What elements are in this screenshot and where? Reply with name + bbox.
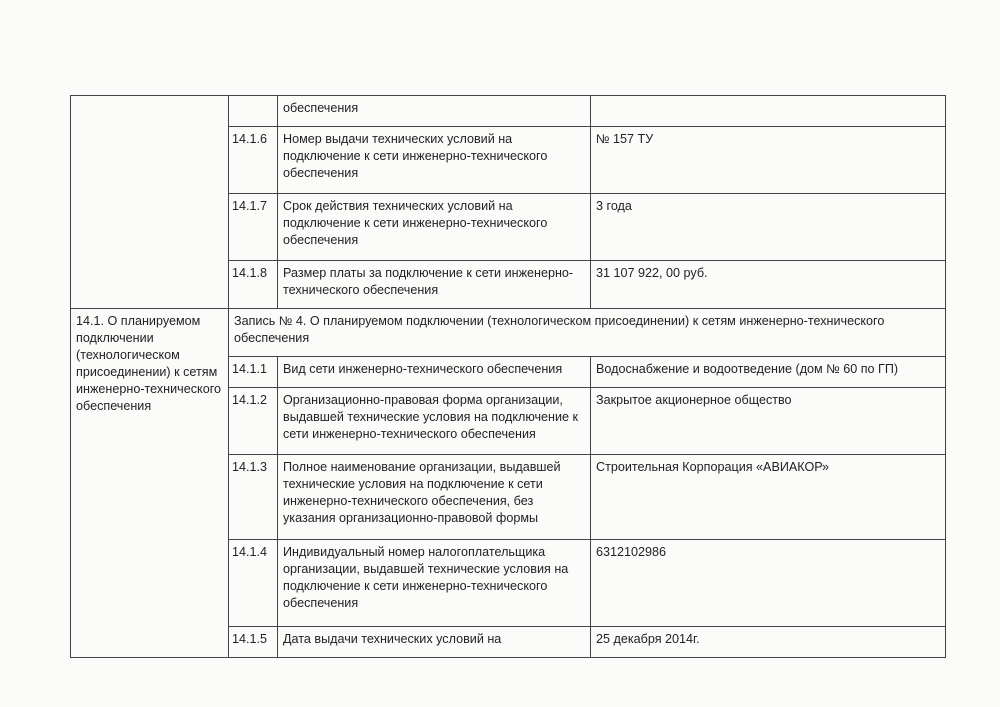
- record-title: Запись № 4. О планируемом подключении (технологическом присоединении) к сетям инженерно-технического обеспечения: [229, 309, 946, 357]
- row-value: № 157 ТУ: [591, 127, 946, 194]
- table-row: [71, 96, 946, 127]
- row-value: [591, 96, 946, 127]
- row-value: 6312102986: [591, 540, 946, 627]
- row-number: 14.1.5: [229, 627, 278, 658]
- record-title-row: [71, 309, 946, 357]
- row-label: Дата выдачи технических условий на: [278, 627, 591, 658]
- row-number: 14.1.4: [229, 540, 278, 627]
- row-value: Водоснабжение и водоотведение (дом № 60 по ГП): [591, 357, 946, 388]
- document-table: [70, 95, 946, 658]
- row-label: Организационно-правовая форма организации, выдавшей технические условия на подключение к сети инженерно-технического обеспечения: [278, 388, 591, 455]
- row-label: обеспечения: [278, 96, 591, 127]
- row-number: 14.1.1: [229, 357, 278, 388]
- section-cell-empty: [71, 96, 229, 309]
- row-number: 14.1.7: [229, 194, 278, 261]
- row-label: Вид сети инженерно-технического обеспечения: [278, 357, 591, 388]
- row-number: 14.1.2: [229, 388, 278, 455]
- row-number: 14.1.6: [229, 127, 278, 194]
- row-label: Срок действия технических условий на подключение к сети инженерно-технического обеспечения: [278, 194, 591, 261]
- row-number: [229, 96, 278, 127]
- section-title: 14.1. О планируемом подключении (технологическом присоединении) к сетям инженерно-технического обеспечения: [71, 309, 229, 658]
- row-number: 14.1.3: [229, 455, 278, 540]
- row-label: Номер выдачи технических условий на подключение к сети инженерно-технического обеспечения: [278, 127, 591, 194]
- row-value: 3 года: [591, 194, 946, 261]
- row-value: 31 107 922, 00 руб.: [591, 261, 946, 309]
- row-value: Строительная Корпорация «АВИАКОР»: [591, 455, 946, 540]
- row-label: Полное наименование организации, выдавшей технические условия на подключение к сети инженерно-технического обеспечения, без указания организационно-правовой формы: [278, 455, 591, 540]
- row-label: Размер платы за подключение к сети инженерно-технического обеспечения: [278, 261, 591, 309]
- row-label: Индивидуальный номер налогоплательщика организации, выдавшей технические условия на подключение к сети инженерно-технического обеспечения: [278, 540, 591, 627]
- row-number: 14.1.8: [229, 261, 278, 309]
- row-value: Закрытое акционерное общество: [591, 388, 946, 455]
- row-value: 25 декабря 2014г.: [591, 627, 946, 658]
